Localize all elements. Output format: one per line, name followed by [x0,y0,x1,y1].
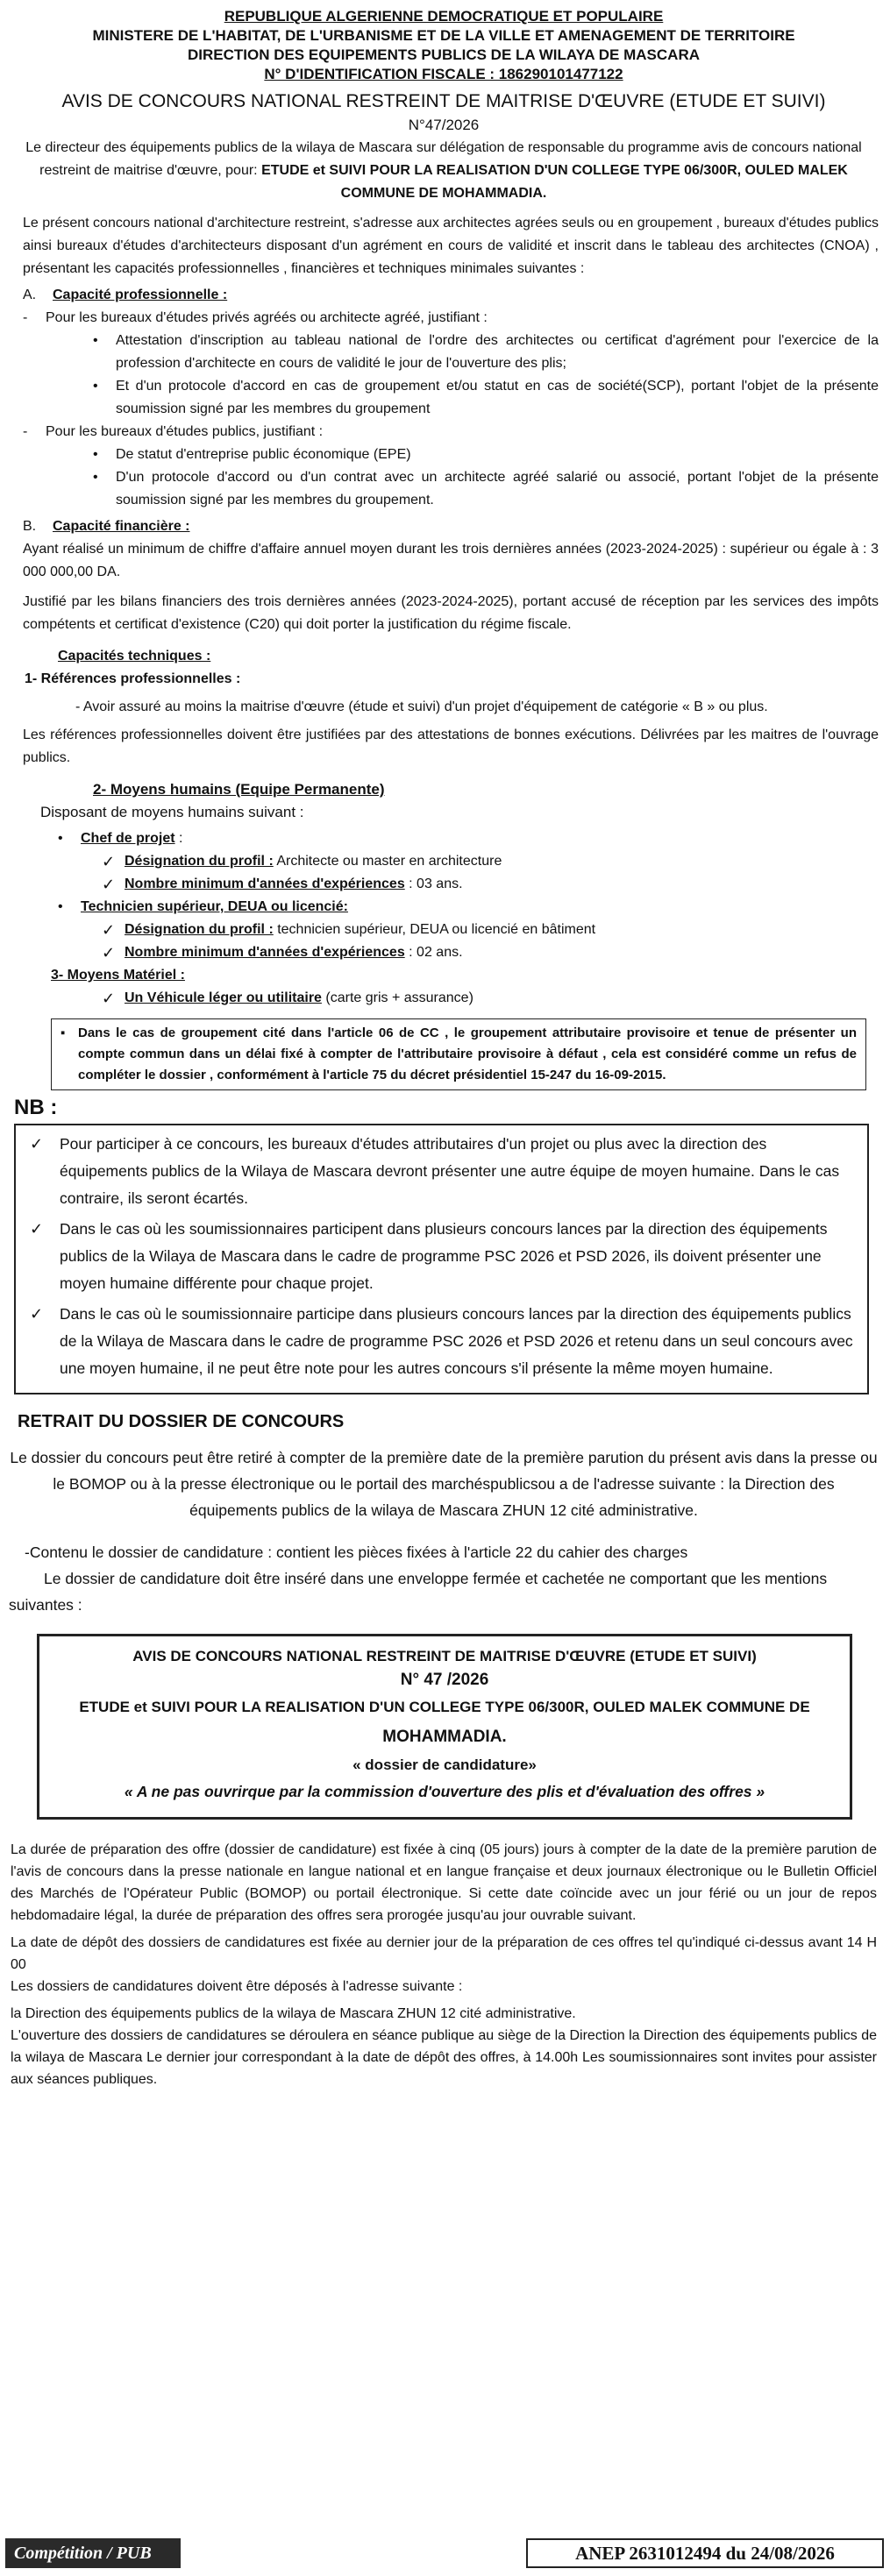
list-item [5,850,882,873]
chef-projet-title: Chef de projet [81,831,175,846]
vehicle-value: (carte gris + assurance) [321,990,473,1005]
list-item [5,444,882,466]
public-offices-intro [5,421,882,444]
vehicle-label: Un Véhicule léger ou utilitaire [125,990,322,1005]
references-note: Les références professionnelles doivent être justifiées par des attestations de bonnes exécutions. Délivrées par les maitres de l'ouvrage publics. [23,727,879,765]
dash-marker: - [23,310,28,325]
chef-profile-label: Désignation du profil : [125,854,274,869]
check-icon: ✓ [30,1305,44,1323]
retrait-paragraph-1: Le dossier du concours peut être retiré à compter de la première date de la première parution du présent avis dans la presse ou le BOMOP ou à la presse électronique ou le portail des marchéspublicsou a de l'adresse suivante : la Direction des équipements publics de la wilaya de Mascara ZHUN 12 cité administrative. [10,1449,878,1519]
header-republic: REPUBLIQUE ALGERIENNE DEMOCRATIQUE ET POPULAIRE [224,8,664,25]
check-icon: ✓ [102,944,116,962]
references-title: 1- Références professionnelles : [25,671,241,686]
bullet-marker: • [58,899,63,914]
envelope-line-4: MOHAMMADIA. [382,1728,507,1746]
technicien-heading [5,896,882,919]
square-marker: ▪ [61,1025,66,1040]
envelope-line-3: ETUDE et SUIVI POUR LA REALISATION D'UN COLLEGE TYPE 06/300R, OULED MALEK COMMUNE DE [79,1699,810,1715]
technicien-title: Technicien supérieur, DEUA ou licencié: [81,899,348,914]
tech-years-value: : 02 ans. [404,945,463,960]
retrait-title: RETRAIT DU DOSSIER DE CONCOURS [18,1412,345,1431]
bullet-marker: • [93,470,98,485]
public-intro-text: Pour les bureaux d'études publics, justifiant : [46,424,324,439]
list-item [5,987,882,1010]
technical-title: Capacités techniques : [58,649,211,664]
check-icon: ✓ [30,1220,44,1238]
chef-years-label: Nombre minimum d'années d'expériences [125,876,405,891]
chef-profile-value: Architecte ou master en architecture [273,854,502,869]
closing-paragraph-1: La durée de préparation des offre (dossier de candidature) est fixée à cinq (05 jours) jours à compter de la date de la première parution de l'avis de concours dans la presse nationale en langue national et en langue française et deux journaux électronique ou le Bulletin Officiel des Marchés de l'Opérateur Public (BOMOP) ou portail électronique. Si cette date coïncide avec un jour férié ou un jour de repos hebdomadaire légal, la durée de préparation des offres sera prorogée jusqu'au jour ouvrable suivant. [11,1842,877,1923]
bullet-marker: • [93,447,98,462]
tech-profile-label: Désignation du profil : [125,922,274,937]
list-item [5,375,882,421]
notice-title: AVIS DE CONCOURS NATIONAL RESTREINT DE MAITRISE D'ŒUVRE (ETUDE ET SUIVI) [61,91,826,111]
nb-item-3: Dans le cas où le soumissionnaire participe dans plusieurs concours lances par la direction des équipements publics de la Wilaya de Mascara dans le cadre de programme PSC 2026 et PSD 2026 et retenu dans un seul concours avec une moyen humaine, il ne peut être note pour les autres concours s'il présente la même moyen humaine. [60,1305,853,1377]
envelope-line-5: « dossier de candidature» [352,1756,537,1773]
retrait-paragraph-2: -Contenu le dossier de candidature : contient les pièces fixées à l'article 22 du cahier des charges [25,1543,688,1561]
nb-item-2: Dans le cas où les soumissionnaires participent dans plusieurs concours lances par la direction des équipements publics de la Wilaya de Mascara dans le cadre de programme PSC 2026 et PSD 2026, ils doivent présenter une moyen humaine différente pour chaque projet. [60,1220,828,1292]
check-icon: ✓ [102,921,116,939]
section-b-heading [5,515,882,538]
intro-object: ETUDE et SUIVI POUR LA REALISATION D'UN COLLEGE TYPE 06/300R, OULED MALEK COMMUNE DE MOHAMMADIA. [261,163,848,201]
chef-projet-heading: • Chef de projet : [5,827,882,850]
human-means-intro: Disposant de moyens humains suivant : [40,804,304,820]
list-item [5,941,882,964]
tech-profile-value: technicien supérieur, DEUA ou licencié en bâtiment [273,922,596,937]
dash-marker: - [23,424,28,439]
list-item [5,873,882,896]
envelope-box [37,1634,852,1820]
groupement-note-text: Dans le cas de groupement cité dans l'article 06 de CC , le groupement attributaire provisoire et tenue de présenter un compte commun dans un délai fixé à compter de l'attributaire provisoire à défaut , cela est considéré comme un refus de compléter le dossier , conformément à l'article 75 du décret présidentiel 15-247 du 16-09-2015. [78,1025,857,1082]
header-direction: DIRECTION DES EQUIPEMENTS PUBLICS DE LA WILAYA DE MASCARA [187,46,701,63]
notice-number: N°47/2026 [408,117,480,133]
bullet-marker: • [93,379,98,394]
human-means-title: 2- Moyens humains (Equipe Permanente) [93,781,385,798]
section-a-label: A. [23,287,37,302]
list-item [30,1131,853,1212]
section-a-title: Capacité professionnelle : [53,287,228,302]
bullet-marker: • [93,333,98,348]
public-item-1: De statut d'entreprise public économique (EPE) [116,447,411,462]
list-item [5,919,882,941]
envelope-line-6: « A ne pas ouvrirque par la commission d'ouverture des plis et d'évaluation des offres » [124,1783,765,1800]
private-item-2: Et d'un protocole d'accord en cas de groupement et/ou statut en cas de société(SCP), portant l'objet de la présente soumission signé par les membres du groupement [116,379,879,416]
bullet-marker: • [58,831,63,846]
chef-years-value: : 03 ans. [404,876,463,891]
closing-paragraph-2: La date de dépôt des dossiers de candidatures est fixée au dernier jour de la préparation de ces offres tel qu'indiqué ci-dessus avant 14 H 00 [11,1935,877,1972]
public-item-2: D'un protocole d'accord ou d'un contrat avec un architecte agréé salarié ou associé, portant l'objet de la présente soumission signé par les membres du groupement. [116,470,879,507]
list-item [30,1301,853,1382]
references-text: - Avoir assuré au moins la maitrise d'œuvre (étude et suivi) d'un projet d'équipement de catégorie « B » ou plus. [75,699,768,714]
nb-box [14,1124,869,1394]
nb-item-1: Pour participer à ce concours, les bureaux d'études attributaires d'un projet ou plus avec la direction des équipements publics de la Wilaya de Mascara devront présenter une autre équipe de moyen humaine. Dans le cas contraire, ils seront écartés. [60,1135,840,1207]
financial-text-1: Ayant réalisé un minimum de chiffre d'affaire annuel moyen durant les trois dernières années (2023-2024-2025) : supérieur ou égale à : 3 000 000,00 DA. [23,542,879,579]
envelope-line-2: N° 47 /2026 [400,1671,489,1689]
nb-title: NB : [14,1096,58,1119]
private-item-1: Attestation d'inscription au tableau national de l'ordre des architectes ou certificat d'agrément pour l'exercice de la profession d'architecte en cours de validité le jour de l'ouverture des plis; [116,333,879,371]
section-b-title: Capacité financière : [53,519,190,534]
section-b-label: B. [23,519,37,534]
check-icon: ✓ [102,876,116,893]
notice-page [5,7,882,2090]
notice-intro [5,137,882,205]
list-item [5,330,882,375]
closing-paragraph-4: la Direction des équipements publics de la wilaya de Mascara ZHUN 12 cité administrative. [11,2006,576,2021]
list-item [5,466,882,512]
footer-anep-reference: ANEP 2631012494 du 24/08/2026 [526,2538,884,2568]
intro-text: Le directeur des équipements publics de la wilaya de Mascara sur délégation de responsable du programme avis de concours national restreint de maitrise d'œuvre, pour: [25,140,862,178]
retrait-paragraph-3: Le dossier de candidature doit être inséré dans une enveloppe fermée et cachetée ne comportant que les mentions suivantes : [9,1570,828,1614]
groupement-note-box [51,1018,866,1090]
closing-paragraph-3: Les dossiers de candidatures doivent être déposés à l'adresse suivante : [11,1979,463,1994]
check-icon: ✓ [30,1135,44,1153]
check-icon: ✓ [102,853,116,870]
financial-text-2: Justifié par les bilans financiers des trois dernières années (2023-2024-2025), portant accusé de réception par les services des impôts compétents et certificat d'existence (C20) qui doit porter la justification du régime fiscale. [23,594,879,632]
private-offices-intro [5,307,882,330]
tech-years-label: Nombre minimum d'années d'expériences [125,945,405,960]
intro-paragraph: Le présent concours national d'architecture restreint, s'adresse aux architectes agrées seuls ou en groupement , bureaux d'études publics ainsi bureaux d'études d'architecteurs disposant d'un agrément en cours de validité et inscrit dans le tableau des architectes (CNOA) , présentant les capacités professionnelles , financières et techniques minimales suivantes : [23,216,879,276]
header-fiscal-id: N° D'IDENTIFICATION FISCALE : 186290101477122 [264,66,623,82]
check-icon: ✓ [102,990,116,1007]
private-intro-text: Pour les bureaux d'études privés agréés ou architecte agréé, justifiant : [46,310,488,325]
material-means-title: 3- Moyens Matériel : [51,968,185,983]
header-ministry: MINISTERE DE L'HABITAT, DE L'URBANISME ET DE LA VILLE ET AMENAGEMENT DE TERRITOIRE [92,27,795,44]
list-item [30,1216,853,1297]
envelope-line-1: AVIS DE CONCOURS NATIONAL RESTREINT DE MAITRISE D'ŒUVRE (ETUDE ET SUIVI) [132,1648,757,1664]
footer-category: Compétition / PUB [5,2538,181,2568]
closing-paragraph-5: L'ouverture des dossiers de candidatures se déroulera en séance publique au siège de la Direction la Direction des équipements publics de la wilaya de Mascara Le dernier jour correspondant à la date de dépôt des offres, à 14.00h Les soumissionnaires sont invites pour assister aux séances publiques. [11,2028,877,2087]
section-a-heading [5,284,882,307]
